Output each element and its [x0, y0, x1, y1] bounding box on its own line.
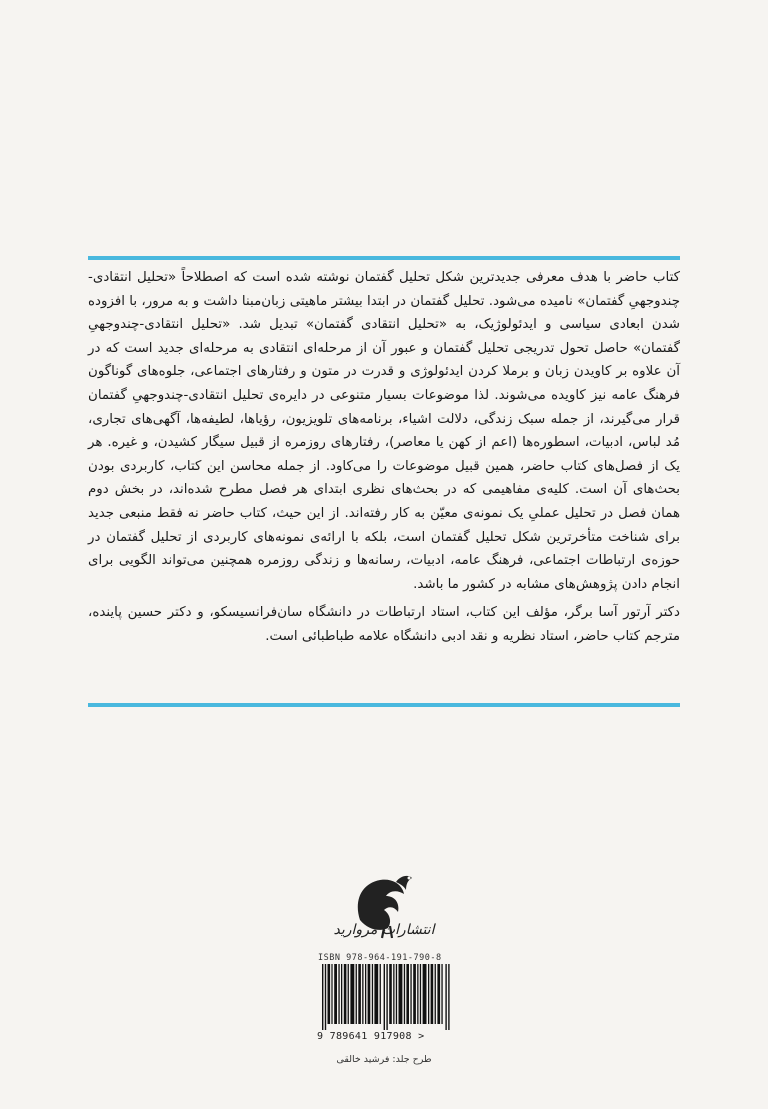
blurb-paragraph-authors: دکتر آرتور آسا برگر، مؤلف این کتاب، استاد ارتباطات در دانشگاه سان‌فرانسیسکو، و دکتر حسین پاینده، مترجم کتاب حاضر، استاد نظریه و نقد ادبی دانشگاه علامه طباطبائی است. [88, 605, 680, 644]
barcode [322, 964, 450, 1030]
barcode-digits: 9 789641 917908 > [317, 1031, 425, 1042]
bottom-divider-rule [88, 703, 680, 707]
back-cover-blurb [88, 266, 680, 649]
isbn-number: ISBN 978-964-191-790-8 [318, 953, 442, 963]
blurb-paragraph-summary: کتاب حاضر با هدف معرفی جدیدترین شکل تحلیل گفتمان نوشته شده است که اصطلاحاً «تحلیل انتقادی-چندوجهیِ گفتمان» نامیده می‌شود. تحلیل گفتمان در ابتدا بیشتر ماهیتی زبان‌مبنا داشت و به مرور، با افزوده شدن ابعادی سیاسی و ایدئولوژیک، به «تحلیل انتقادی گفتمان» تبدیل شد. «تحلیل انتقادی-چندوجهیِ گفتمان» حاصل تحول تدریجی تحلیل گفتمان و عبور آن از مرحله‌ای انتقادی به مرحله‌ای جدید است که در آن علاوه بر کاویدن زبان و برملا کردن ایدئولوژی و قدرت در متون و رفتارهای اجتماعی، جلوه‌های گوناگون فرهنگ عامه نیز کاویده می‌شوند. لذا موضوعات بسیار متنوعی در دایره‌ی تحلیل انتقادی-چندوجهیِ گفتمان قرار می‌گیرند، از جمله سبک زندگی، دلالت اشیاء، برنامه‌های تلویزیون، رؤیاها، لطیفه‌ها، آگهی‌های تجاری، مُد لباس، ادبیات، اسطوره‌ها (اعم از کهن یا معاصر)، رفتارهای روزمره از قبیل سیگار کشیدن، و غیره. هر یک از فصل‌های کتاب حاضر، همین قبیل موضوعات را می‌کاود. از جمله محاسن این کتاب، کاربردی بودن بحث‌های آن است. کلیه‌ی مفاهیمی که در بحث‌های نظری ابتدای هر فصل مطرح شده‌اند، در بخش دوم همان فصل در تحلیل عملیِ یک نمونه‌ی معیّن به کار رفته‌اند. از این حیث، کتاب حاضر نه فقط منبعی جدید برای شناخت متأخرترین شکل تحلیل گفتمان است، بلکه با ارائه‌ی نمونه‌های کاربردی از تحلیل گفتمان در حوزه‌ی ارتباطات اجتماعی، فرهنگ عامه، ادبیات، رسانه‌ها و زندگی روزمره همچنین می‌تواند الگویی برای انجام دادن پژوهش‌های مشابه در کشور ما باشد. [88, 270, 680, 592]
peacock-logo-icon [340, 862, 430, 952]
publisher-name: انتشارات مروارید [333, 922, 435, 938]
top-divider-rule [88, 256, 680, 260]
cover-design-credit: طرح جلد: فرشید خالقی [336, 1054, 432, 1065]
